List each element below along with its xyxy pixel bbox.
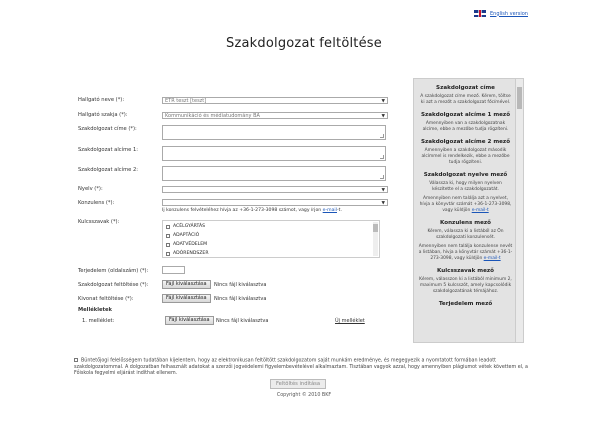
abstract-file-status: Nincs fájl kiválasztva: [214, 296, 267, 302]
help-body: A szakdolgozat címe mező. Kérem, töltse ki azt a mezőt a szakdolgozat főcímével.: [420, 94, 511, 105]
help-body: Kérem, válasszon ki a listából minimum 2, maximum 5 kulcsszót, amely kapcsolódik szakdolgozatának témájához.: [419, 277, 512, 294]
help-body: Amennyiben van a szakdolgozatnak alcíme, ebbe a mezőbe tudja rögzíteni.: [422, 121, 509, 132]
keyword-checkbox[interactable]: [166, 252, 170, 256]
help-title: Terjedelem mező: [438, 301, 493, 307]
submit-button[interactable]: Feltöltés indítása: [270, 379, 326, 389]
attachment1-label: 1. melléklet:: [82, 318, 115, 324]
pages-label: Terjedelem (oldalszám) (*):: [78, 268, 149, 274]
pages-input[interactable]: [162, 266, 185, 274]
abstract-label: Kivonat feltöltése (*):: [78, 296, 134, 302]
help-email-link[interactable]: e-mail-t: [471, 208, 489, 213]
help-panel[interactable]: [413, 78, 524, 343]
subtitle2-label: Szakdolgozat alcíme 2:: [78, 167, 139, 173]
major-value: Kommunikáció és médiatudomány BA: [165, 113, 260, 119]
consultant-email-link[interactable]: e-mail: [322, 208, 337, 213]
help-email-link[interactable]: e-mail-t: [483, 256, 501, 261]
keywords-list[interactable]: [162, 220, 380, 258]
list-item[interactable]: ACÉLGYÁRTÁS: [163, 222, 379, 231]
dropdown-arrow-icon: ▼: [381, 114, 385, 119]
page-title: Szakdolgozat feltöltése: [226, 36, 382, 51]
title-textarea[interactable]: [162, 125, 386, 140]
subtitle1-label: Szakdolgozat alcíme 1:: [78, 147, 139, 153]
upload-label: Szakdolgozat feltöltése (*):: [78, 282, 149, 288]
help-title: Szakdolgozat alcíme 2 mező: [420, 139, 511, 145]
keyword-checkbox[interactable]: [166, 225, 170, 229]
name-value: ETR teszt [teszt]: [165, 98, 207, 104]
consultant-label: Konzulens (*):: [78, 200, 115, 206]
name-select[interactable]: [162, 97, 388, 104]
declaration-text: Büntetőjogi felelősségem tudatában kijelentem, hogy az elektronikusan feltöltött szakdolgozatom saját munkám eredménye, és megegyezik a nyomtatott formában leadott szakdolgozatommal. A dolgozatban felhasznált adatokat a szerzői jogvédelemi figyelembevételével alkalmaztam. Tisztában vagyok azzal, hogy amennyiben plágiumot vétek követtem el, a Főiskola fegyelmi eljárást indíthat ellenem.: [74, 358, 528, 377]
consultant-select[interactable]: [162, 199, 388, 206]
copyright: Copyright © 2010 BKF: [276, 393, 332, 398]
help-title: Kulcsszavak mező: [437, 268, 494, 274]
thesis-file-status: Nincs fájl kiválasztva: [214, 282, 267, 288]
help-title: Szakdolgozat alcíme 1 mező: [420, 112, 511, 118]
language-select[interactable]: [162, 186, 388, 193]
declaration-checkbox[interactable]: [74, 358, 78, 362]
help-content: [414, 79, 517, 310]
consultant-note: Ij konzulens felvételéhez hívja az +36-1-273-3098 számot, vagy írjon e-mail-t.: [162, 208, 342, 213]
list-item[interactable]: ADAPTÁCIÓ: [163, 231, 379, 240]
uk-flag-icon: [474, 10, 486, 17]
language-label: Nyelv (*):: [78, 186, 103, 192]
language-switch[interactable]: [474, 10, 528, 17]
title-label: Szakdolgozat címe (*):: [78, 126, 137, 132]
declaration: [74, 358, 534, 378]
english-version-link[interactable]: English version: [490, 10, 528, 17]
major-label: Hallgató szakja (*):: [78, 112, 128, 118]
help-title: Konzulens mező: [440, 220, 491, 226]
help-scroll-thumb[interactable]: [517, 87, 522, 109]
list-item[interactable]: ADATVÉDELEM: [163, 240, 379, 249]
help-title: Szakdolgozat címe: [436, 85, 495, 91]
keyword-checkbox[interactable]: [166, 234, 170, 238]
help-body: Amennyiben nem találja konzulense nevét a listában, hívja a könyvtár számát +36-1-273-3098, vagy küldjön e-mail-t: [418, 244, 513, 261]
thesis-file-button[interactable]: Fájl kiválasztása: [162, 280, 211, 289]
attachment1-file-button[interactable]: Fájl kiválasztása: [165, 316, 214, 325]
help-body: Amennyiben a szakdolgozat második alcímmel is rendelkezik, ebbe a mezőbe tudja rögzíteni.: [421, 148, 510, 165]
attachment1-file-status: Nincs fájl kiválasztva: [216, 318, 269, 324]
keywords-label: Kulcsszavak (*):: [78, 219, 120, 225]
help-body: Válassza ki, hogy milyen nyelven készítette el a szakdolgozatát.: [429, 181, 502, 192]
help-body: Amennyiben nem találja azt a nyelvet, hívja a könyvtár számát +36-1-273-3098, vagy küldjön e-mail-t: [419, 196, 512, 213]
subtitle1-textarea[interactable]: [162, 146, 386, 161]
list-item[interactable]: ADÓRENDSZER: [163, 249, 379, 258]
dropdown-arrow-icon: ▼: [381, 188, 385, 193]
subtitle2-textarea[interactable]: [162, 166, 386, 181]
major-select[interactable]: [162, 112, 388, 119]
dropdown-arrow-icon: ▼: [381, 201, 385, 206]
abstract-file-button[interactable]: Fájl kiválasztása: [162, 294, 211, 303]
dropdown-arrow-icon: ▼: [381, 99, 385, 104]
help-body: Kérem, válassza ki a listából az Ön szakdolgozati konzulensét.: [427, 229, 504, 240]
name-label: Hallgató neve (*):: [78, 97, 125, 103]
new-attachment-link[interactable]: Új melléklet: [335, 318, 365, 324]
help-title: Szakdolgozat nyelve mező: [423, 172, 508, 178]
attachments-title: Mellékletek: [78, 307, 112, 313]
keywords-scroll-thumb[interactable]: [373, 224, 378, 232]
help-scrollbar[interactable]: [515, 79, 523, 342]
keyword-checkbox[interactable]: [166, 243, 170, 247]
